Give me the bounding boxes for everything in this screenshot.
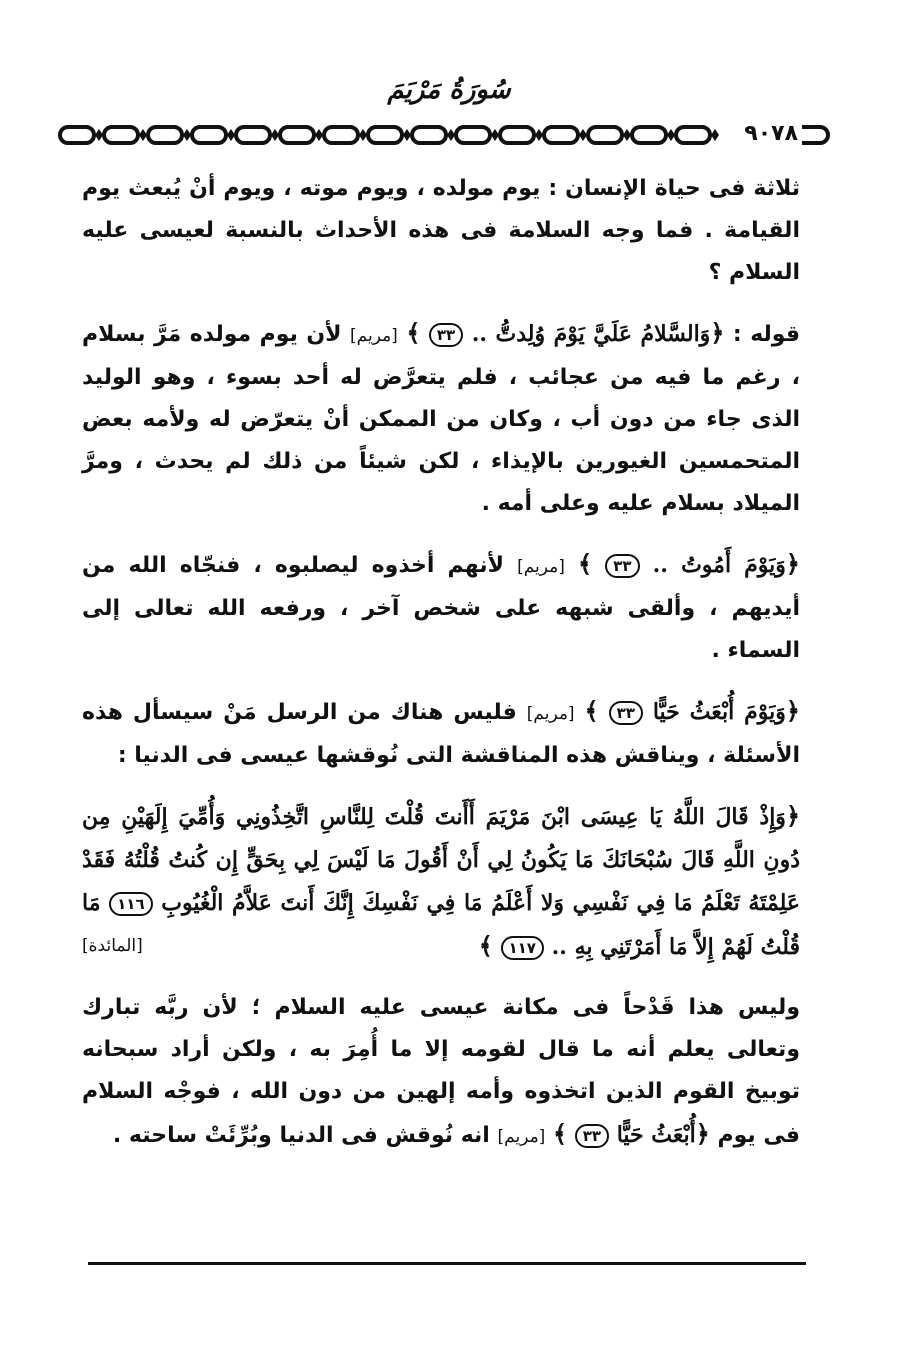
- verse-block: [82, 795, 800, 969]
- paragraph-text: انه نُوقش فى الدنيا وبُرِّئَتْ ساحته .: [112, 1123, 490, 1148]
- paragraph-text: وليس هذا قَدْحاً فى مكانة عيسى عليه السلام ؛ لأن ربَّه تبارك وتعالى يعلم أنه ما قال لقومه إلا ما أُمِرَ به ، ولكن أراد سبحانه توبيخ القوم الذين اتخذوه وأمه إلهين من دون الله ، فوجْه السلام فى يوم: [82, 995, 800, 1148]
- ornamental-border: [58, 115, 830, 155]
- surah-reference: [مريم]: [350, 326, 398, 346]
- paragraph: [82, 987, 800, 1158]
- verse-open-bracket: ﴿: [785, 802, 800, 830]
- verse-number: ٣٣: [609, 701, 643, 725]
- page-header: [58, 115, 830, 155]
- quran-verse: وَيَوْمَ أَمُوتُ ..: [652, 552, 786, 578]
- verse-open-bracket: ﴿: [785, 697, 800, 725]
- page-number: ٩٠٧٨: [740, 119, 802, 149]
- paragraph-text: ثلاثة فى حياة الإنسان : يوم مولده ، ويوم موته ، ويوم أنْ يُبعث يوم القيامة . فما وجه السلامة فى هذه الأحداث بالنسبة لعيسى عليه السلام ؟: [82, 176, 800, 285]
- paragraph-lead: قوله :: [732, 322, 800, 347]
- quran-verse: وَيَوْمَ أُبْعَثُ حَيًّا: [652, 699, 786, 725]
- footer-rule: [88, 1262, 806, 1265]
- verse-close-bracket: ﴾: [578, 550, 593, 578]
- verse-close-bracket: ﴾: [584, 697, 599, 725]
- surah-reference: [مريم]: [497, 1127, 546, 1147]
- verse-number: ٣٣: [429, 323, 463, 347]
- surah-reference: [المائدة]: [82, 936, 143, 956]
- verse-open-bracket: ﴿: [695, 1120, 710, 1148]
- surah-reference: [مريم]: [526, 704, 575, 724]
- verse-number: ١١٧: [501, 936, 544, 960]
- verse-number: ١١٦: [109, 892, 152, 916]
- paragraph: [82, 690, 800, 777]
- quran-verse: وَإِذْ قَالَ اللَّهُ يَا عِيسَى ابْنَ مَرْيَمَ أَأَنتَ قُلْتَ لِلنَّاسِ اتَّخِذُونِي وَأُمِّيَ إِلَهَيْنِ مِن دُونِ اللَّهِ قَالَ سُبْحَانَكَ مَا يَكُونُ لِي أَنْ أَقُولَ مَا لَيْسَ لِي بِحَقٍّ إِن كُنتُ قُلْتُهُ فَقَدْ عَلِمْتَهُ تَعْلَمُ مَا فِي نَفْسِي وَلا أَعْلَمُ مَا فِي نَفْسِكَ إِنَّكَ أَنتَ عَلاَّمُ الْغُيُوبِ: [82, 804, 800, 916]
- paragraph-text: فليس هناك من الرسل مَنْ سيسأل هذه الأسئلة ، ويناقش هذه المناقشة التى نُوقشها عيسى فى الدنيا :: [82, 700, 800, 768]
- quran-verse: وَالسَّلامُ عَلَيَّ يَوْمَ وُلِدتُّ ..: [471, 321, 711, 347]
- paragraph: [82, 543, 800, 672]
- verse-close-bracket: ﴾: [406, 319, 421, 347]
- surah-reference: [مريم]: [517, 557, 565, 577]
- quran-verse: أُبْعَثُ حَيًّا: [616, 1122, 696, 1148]
- verse-close-bracket: ﴾: [552, 1120, 568, 1148]
- verse-open-bracket: ﴿: [785, 550, 800, 578]
- quran-verse: مَا قُلْتُ لَهُمْ إِلاَّ مَا أَمَرْتَنِي بِهِ ..: [82, 890, 800, 960]
- page-body: [82, 168, 800, 1176]
- verse-number: ٣٣: [605, 554, 639, 578]
- verse-open-bracket: ﴿: [710, 319, 725, 347]
- verse-close-bracket: ﴾: [478, 932, 493, 960]
- paragraph: [82, 168, 800, 294]
- paragraph: [82, 312, 800, 525]
- paragraph-text: لأن يوم مولده مَرَّ بسلام ، رغم ما فيه من عجائب ، فلم يتعرَّض له أحد بسوء ، وهو الوليد الذى جاء من دون أب ، وكان من الممكن أنْ يتعرّض له ولأمه بعض المتحمسين الغيورين بالإيذاء ، لكن شيئاً من ذلك لم يحدث ، ومرَّ الميلاد بسلام عليه وعلى أمه .: [82, 322, 800, 516]
- paragraph-text: لأنهم أخذوه ليصلبوه ، فنجّاه الله من أيديهم ، وألقى شبهه على شخص آخر ، ورفعه الله تعالى إلى السماء .: [82, 553, 800, 663]
- verse-number: ٣٣: [575, 1124, 609, 1148]
- surah-title: سُورَةُ مَرْيَمَ: [387, 75, 511, 105]
